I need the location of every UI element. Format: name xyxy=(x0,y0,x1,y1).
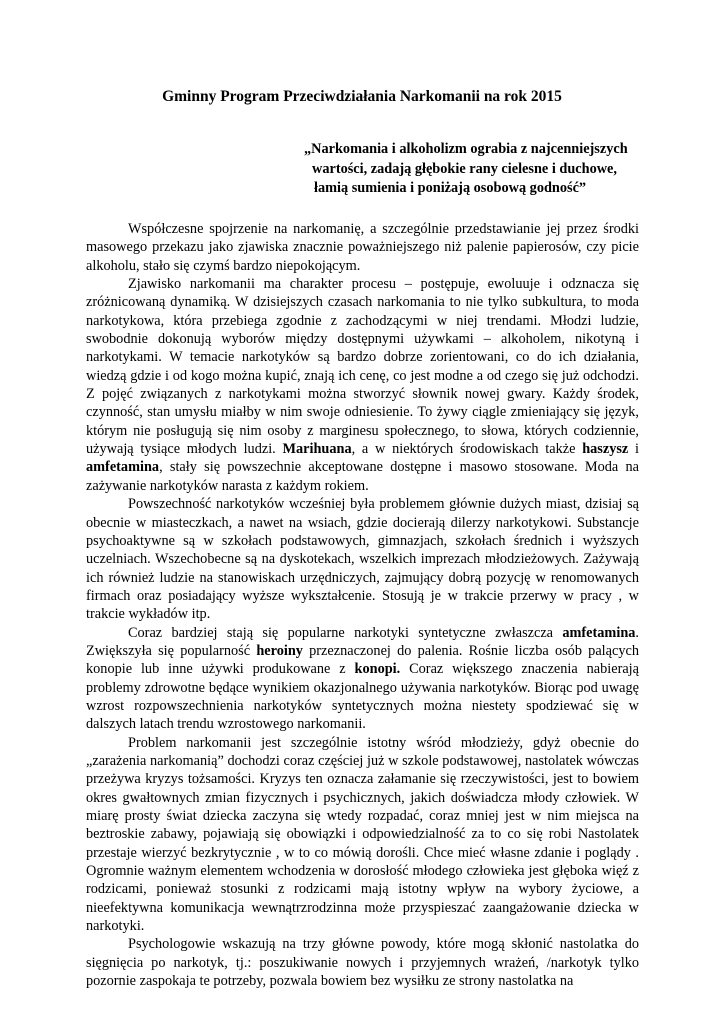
paragraph-6: Psychologowie wskazują na trzy główne powody, które mogą skłonić nastolatka do sięgnięcia po narkotyk, tj.: poszukiwanie nowych i przyjemnych wrażeń, /narkotyk tylko pozornie zaspokaja te potrzeby, pozwala bowiem bez wysiłku ze strony nastolatka na xyxy=(86,936,639,990)
paragraph-1: Współczesne spojrzenie na narkomanię, a szczególnie przedstawianie jej przez środki masowego przekazu jako zjawiska znacznie poważniejszego niż palenie papierosów, czy picie alkoholu, stało się czymś bardzo niepokojącym. xyxy=(86,221,639,274)
paragraph-2-text-a: Zjawisko narkomanii ma charakter procesu – postępuje, ewoluuje i odznacza się zróżnicowaną dynamiką. W dzisiejszych czasach narkomania to nie tylko subkultura, to moda narkotykowa, która przebiega zgodnie z zachodzącymi w niej trendami. Młodzi ludzie, swobodnie dokonują wyborów między dostępnymi używkami – alkoholem, nikotyną i narkotykami. W temacie narkotyków są bardzo dobrze zorientowani, co do ich działania, wiedzą gdzie i od kogo można kupić, znają ich cenę, co jest modne a od czego się już odchodzi. Z pojęć związanych z narkotykami można stworzyć słownik nowej gwary. Każdy środek, czynność, stan umysłu miałby w nim swoje odniesienie. To żywy ciągle zmieniający się język, którym nie posługują się nim osoby z marginesu społecznego, to słowa, których codziennie, używają tysiące młodych ludzi. xyxy=(86,276,639,458)
paragraph-4-text-c: . Zwiększyła się popularność xyxy=(86,624,639,659)
term-konopi: konopi. xyxy=(354,661,401,678)
paragraph-2-text-d: i xyxy=(628,441,639,458)
paragraph-4 xyxy=(86,624,639,734)
paragraph-4-text-a: Coraz bardziej stają się popularne narkotyki syntetyczne zwłaszcza xyxy=(128,624,563,641)
paragraph-2-text-e: , stały się powszechnie akceptowane dostępne i masowo stosowane. Moda na zażywanie narkotyków narasta z każdym rokiem. xyxy=(86,459,639,494)
paragraph-2 xyxy=(86,275,639,495)
paragraph-3: Powszechność narkotyków wcześniej była problemem głównie dużych miast, dzisiaj są obecnie w miasteczkach, a nawet na wsiach, gdzie docierają dilerzy narkotykowi. Substancje psychoaktywne są w szkołach podstawowych, gimnazjach, szkołach średnich i wyższych uczelniach. Wszechobecne są na dyskotekach, wszelkich imprezach młodzieżowych. Zażywają ich również ludzie na stanowiskach urzędniczych, zajmujący dobrą pozycję w renomowanych firmach oraz posiadający wyższe wykształcenie. Stosują je w trakcie przerwy w pracy , w trakcie wykładów itp. xyxy=(86,496,639,623)
motto-line-3: łamią sumienia i poniżają osobową godność” xyxy=(314,180,587,196)
paragraph-2-text-c: , a w niektórych środowiskach także xyxy=(351,441,583,458)
motto-line-2: wartości, zadają głębokie rany cielesne i duchowe, xyxy=(312,160,617,177)
motto-quote xyxy=(304,140,654,199)
term-marihuana: Marihuana xyxy=(282,441,352,458)
paragraph-5: Problem narkomanii jest szczególnie istotny wśród młodzieży, gdyż obecnie do „zarażenia narkomanią” dochodzi coraz częściej już w szkole podstawowej, nastolatek wówczas przeżywa kryzys tożsamości. Kryzys ten oznacza załamanie się rzeczywistości, jest to bowiem okres gwałtownych zmian fizycznych i psychicznych, jakich doświadcza młody człowiek. W miarę prosty świat dziecka zaczyna się wtedy rozpadać, coraz mniej jest w nim miejsca na beztroskie zabawy, pojawiają się obowiązki i odpowiedzialność za to co się robi Nastolatek przestaje wierzyć bezkrytycznie , w to co mówią dorośli. Chce mieć własne zdanie i poglądy . Ogromnie ważnym elementem wchodzenia w dorosłość młodego człowieka jest głęboka więź z rodzicami, ponieważ stosunki z rodzicami mają istotny wpływ na wybory życiowe, a nieefektywna komunikacja wewnątrzrodzinna może przyspieszać zaangażowanie dziecka w narkotyki. xyxy=(86,734,639,935)
term-amfetamina: amfetamina xyxy=(86,459,160,476)
paragraph-4-text-e: Coraz większego znaczenia nabierają problemy zdrowotne będące wynikiem okazjonalnego używania narkotyków. Biorąc pod uwagę wzrost rozpowszechnienia narkotyków syntetycznych można niestety spodziewać się w dalszych latach trendu wzrostowego narkomanii. xyxy=(86,661,639,733)
body-text xyxy=(86,220,639,990)
term-heroiny: heroiny xyxy=(256,642,303,659)
term-amfetamina-2: amfetamina xyxy=(562,624,636,641)
page-title: Gminny Program Przeciwdziałania Narkomanii na rok 2015 xyxy=(162,88,562,105)
term-haszysz: haszysz xyxy=(582,441,629,458)
paragraph-4-text-d: przeznaczonej do palenia. Rośnie liczba osób palących konopie lub inne używki produkowane z xyxy=(86,642,639,678)
motto-line-1: „Narkomania i alkoholizm ograbia z najcenniejszych xyxy=(304,141,628,157)
